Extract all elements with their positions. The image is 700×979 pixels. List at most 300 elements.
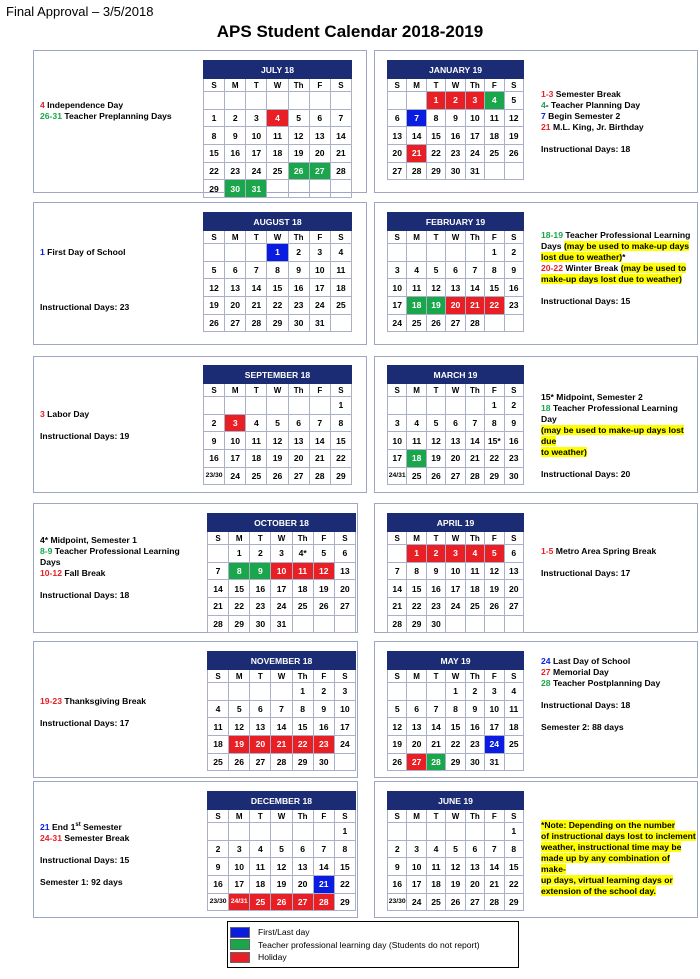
note-line [541,667,696,678]
day-cell: 11 [504,700,523,718]
day-cell: 10 [388,279,407,297]
day-cell: 28 [208,615,229,633]
day-cell: 21 [388,598,407,616]
empty-day-cell [504,162,523,180]
weekday-header: F [485,79,504,92]
note-line [541,469,696,480]
day-cell: 10 [407,858,426,876]
day-cell: 7 [388,562,407,580]
day-cell: 25 [250,893,271,911]
day-cell: 11 [250,858,271,876]
day-cell: 29 [426,162,445,180]
note-text: 24-31 [40,832,62,843]
day-cell: 20 [250,736,271,754]
note-text: lost due to weather) [541,252,623,262]
day-cell: 17 [407,876,426,894]
weekday-header: S [208,532,229,545]
day-cell: 14 [407,127,426,145]
legend-swatch-green [230,939,250,950]
weekday-header: S [334,670,355,683]
day-cell: 28 [485,893,504,911]
note-text: 18 [541,403,551,413]
weekday-header: W [446,79,465,92]
weekday-header: W [446,384,465,397]
day-cell: 8 [229,562,250,580]
day-cell: 27 [288,467,309,485]
note-text: Fall Break [61,568,106,578]
note-text: * [622,252,626,262]
day-cell: 8 [330,414,351,432]
day-cell: 1 [334,823,355,841]
day-cell: 20 [446,450,465,468]
day-cell: 3 [246,109,267,127]
weekday-header: W [267,231,288,244]
day-cell: 28 [271,753,292,771]
notes-february-19 [541,230,696,307]
day-cell: 8 [334,840,355,858]
empty-day-cell [330,314,351,332]
day-cell: 8 [485,261,504,279]
note-text: 18-19 [541,230,563,240]
day-cell: 13 [446,279,465,297]
note-text: 4 [40,100,45,110]
month-title: AUGUST 18 [204,213,352,231]
note-spacer [40,291,195,302]
day-cell: 14 [465,279,484,297]
note-text: End 1 [49,821,76,832]
calendar-july-18 [203,60,352,198]
empty-day-cell [446,397,465,415]
note-spacer [541,711,696,722]
note-text: 4* Midpoint, Semester 1 [40,535,137,545]
day-cell: 27 [407,753,426,771]
note-spacer [541,285,696,296]
day-cell: 15 [485,279,504,297]
note-line [541,100,696,111]
note-text: 1-3 [541,89,554,99]
day-cell: 5 [267,414,288,432]
day-cell: 6 [465,840,484,858]
day-cell: 11 [292,562,313,580]
weekday-header: F [485,810,504,823]
empty-day-cell [426,244,445,262]
note-line [40,833,200,844]
day-cell: 16 [446,127,465,145]
day-cell: 26 [267,467,288,485]
day-cell: 13 [309,127,330,145]
day-cell: 15 [204,145,225,163]
day-cell: 17 [446,580,465,598]
day-cell: 6 [504,545,523,563]
day-cell: 12 [426,432,445,450]
weekday-header: S [204,384,225,397]
empty-day-cell [465,823,484,841]
day-cell: 24/31 [229,893,250,911]
day-cell: 13 [334,562,355,580]
empty-day-cell [309,92,330,110]
day-cell: 18 [330,279,351,297]
empty-day-cell [407,823,426,841]
day-cell: 30 [225,180,246,198]
weekday-header: Th [288,79,309,92]
note-text: Independence Day [44,100,124,110]
note-text: 1-5 [541,546,554,556]
note-text: Semester Break [61,832,130,843]
notes-december-18 [40,820,200,888]
note-text: 28 [541,678,551,688]
day-cell: 20 [309,145,330,163]
empty-day-cell [208,823,229,841]
empty-day-cell [267,180,288,198]
day-cell: 13 [407,718,426,736]
note-text: Instructional Days: 17 [40,718,130,728]
note-text: 10-12 [40,568,62,578]
note-text: Instructional Days: 18 [40,590,130,600]
day-cell: 11 [407,432,426,450]
day-cell: 12 [313,562,334,580]
month-title: JUNE 19 [388,792,524,810]
day-cell: 2 [225,109,246,127]
day-cell: 26 [229,753,250,771]
empty-day-cell [225,92,246,110]
calendar-september-18 [203,365,352,485]
day-cell: 27 [504,598,523,616]
day-cell: 7 [309,414,330,432]
day-cell: 3 [334,683,355,701]
note-line [541,700,696,711]
day-cell: 1 [267,244,288,262]
day-cell: 13 [388,127,407,145]
note-text: Instructional Days: 20 [541,469,631,479]
day-cell: 27 [309,162,330,180]
legend-label: Teacher professional learning day (Students do not report) [258,939,480,950]
day-cell: 30 [250,615,271,633]
day-cell: 20 [292,876,313,894]
day-cell: 28 [465,467,484,485]
note-text: 24 [541,656,551,666]
day-cell: 16 [313,718,334,736]
note-text: 4 [541,100,546,110]
day-cell: 2 [250,545,271,563]
day-cell: 2 [313,683,334,701]
day-cell: 2 [388,840,407,858]
weekday-header: T [250,810,271,823]
note-line [541,447,696,458]
empty-day-cell [292,615,313,633]
day-cell: 28 [330,162,351,180]
day-cell: 22 [426,145,445,163]
day-cell: 30 [288,314,309,332]
day-cell: 14 [426,718,445,736]
day-cell: 4 [250,840,271,858]
weekday-header: S [388,79,407,92]
note-spacer [40,269,195,280]
notes-january-19 [541,89,696,155]
note-spacer [40,707,195,718]
note-line [541,89,696,100]
day-cell: 1 [485,244,504,262]
weekday-header: S [334,532,355,545]
weekday-header: S [504,532,523,545]
weekday-header: S [334,810,355,823]
weekday-header: W [267,79,288,92]
day-cell: 25 [267,162,288,180]
day-cell: 11 [426,858,445,876]
day-cell: 31 [309,314,330,332]
day-cell: 12 [288,127,309,145]
day-cell: 20 [388,145,407,163]
day-cell: 7 [465,414,484,432]
weekday-header: M [407,532,426,545]
note-line [541,111,696,122]
day-cell: 8 [485,414,504,432]
legend-item-first-last [230,926,518,939]
day-cell: 28 [388,615,407,633]
day-cell: 27 [388,162,407,180]
day-cell: 27 [465,893,484,911]
weekday-header: T [250,670,271,683]
day-cell: 3 [271,545,292,563]
day-cell: 26 [271,893,292,911]
day-cell: 9 [388,858,407,876]
day-cell: 21 [208,598,229,616]
empty-day-cell [388,823,407,841]
day-cell: 10 [334,700,355,718]
day-cell: 27 [225,314,246,332]
day-cell: 7 [271,700,292,718]
note-spacer [541,689,696,700]
day-cell: 5 [313,545,334,563]
day-cell: 22 [407,598,426,616]
day-cell: 20 [446,297,465,315]
day-cell: 16 [250,580,271,598]
empty-day-cell [225,244,246,262]
day-cell: 26 [288,162,309,180]
month-title: DECEMBER 18 [208,792,356,810]
note-line [541,656,696,667]
day-cell: 7 [426,700,445,718]
weekday-header: F [485,670,504,683]
day-cell: 17 [388,450,407,468]
note-text: Instructional Days: 17 [541,568,631,578]
day-cell: 19 [426,450,445,468]
day-cell: 24 [388,314,407,332]
day-cell: 16 [504,279,523,297]
note-line [541,403,696,425]
empty-day-cell [504,753,523,771]
weekday-header: Th [292,810,313,823]
weekday-header: M [229,810,250,823]
day-cell: 8 [426,109,445,127]
note-text: 20-22 [541,263,563,273]
empty-day-cell [246,92,267,110]
note-text: to weather) [541,447,587,457]
day-cell: 7 [407,109,426,127]
day-cell: 19 [267,450,288,468]
weekday-header: S [388,532,407,545]
day-cell: 23 [504,450,523,468]
notes-november-18 [40,696,195,729]
day-cell: 16 [204,450,225,468]
empty-day-cell [426,683,445,701]
day-cell: 19 [485,580,504,598]
note-spacer [541,557,696,568]
note-text: Instructional Days: 15 [541,296,631,306]
day-cell: 1 [292,683,313,701]
day-cell: 9 [426,562,445,580]
weekday-header: F [309,384,330,397]
day-cell: 28 [465,314,484,332]
weekday-header: S [330,231,351,244]
weekday-header: S [330,384,351,397]
day-cell: 18 [407,450,426,468]
empty-day-cell [407,92,426,110]
day-cell: 5 [426,414,445,432]
empty-day-cell [485,615,504,633]
empty-day-cell [229,683,250,701]
empty-day-cell [229,823,250,841]
day-cell: 24 [246,162,267,180]
weekday-header: F [313,670,334,683]
day-cell: 4 [426,840,445,858]
empty-day-cell [204,244,225,262]
day-cell: 2 [208,840,229,858]
weekday-header: S [204,231,225,244]
note-line [40,557,195,568]
weekday-header: Th [465,79,484,92]
notes-march-19 [541,392,696,480]
note-line [541,842,696,853]
day-cell: 1 [426,92,445,110]
day-cell: 22 [485,450,504,468]
day-cell: 14 [246,279,267,297]
day-cell: 14 [485,858,504,876]
note-line [541,425,696,447]
weekday-header: M [225,79,246,92]
note-line [40,877,200,888]
day-cell: 25 [465,598,484,616]
day-cell: 27 [446,314,465,332]
note-text: Winter Break [562,263,621,273]
day-cell: 21 [465,297,484,315]
day-cell: 3 [225,414,246,432]
page-title: APS Student Calendar 2018-2019 [216,22,484,41]
month-title: FEBRUARY 19 [388,213,524,231]
note-line [40,718,195,729]
day-cell: 24/31 [388,467,407,485]
weekday-header: Th [465,670,484,683]
day-cell: 21 [271,736,292,754]
day-cell: 24 [271,598,292,616]
day-cell: 31 [485,753,504,771]
weekday-header: T [426,384,445,397]
month-title: OCTOBER 18 [208,514,356,532]
month-title: SEPTEMBER 18 [204,366,352,384]
day-cell: 4 [485,92,504,110]
day-cell: 24 [446,598,465,616]
note-text: 1 [40,247,45,257]
weekday-header: Th [288,231,309,244]
empty-day-cell [288,92,309,110]
note-line [541,546,696,557]
day-cell: 21 [313,876,334,894]
day-cell: 22 [204,162,225,180]
empty-day-cell [271,683,292,701]
note-line [40,820,200,833]
note-text: st [75,822,81,828]
day-cell: 25 [426,893,445,911]
day-cell: 16 [504,432,523,450]
day-cell: 4 [504,683,523,701]
day-cell: 18 [465,580,484,598]
empty-day-cell [446,244,465,262]
day-cell: 29 [267,314,288,332]
note-line [541,274,696,285]
day-cell: 19 [388,736,407,754]
weekday-header: S [388,384,407,397]
weekday-header: M [407,670,426,683]
day-cell: 13 [288,432,309,450]
day-cell: 27 [292,893,313,911]
empty-day-cell [407,683,426,701]
day-cell: 30 [446,162,465,180]
day-cell: 29 [485,467,504,485]
day-cell: 11 [330,261,351,279]
day-cell: 6 [407,700,426,718]
day-cell: 15 [446,718,465,736]
note-line [40,100,195,111]
weekday-header: M [225,384,246,397]
weekday-header: S [388,670,407,683]
note-text: (may be used to make-up days lost due [541,425,684,446]
day-cell: 15* [485,432,504,450]
day-cell: 27 [250,753,271,771]
day-cell: 2 [204,414,225,432]
day-cell: 2 [504,244,523,262]
day-cell: 18 [246,450,267,468]
weekday-header: S [388,231,407,244]
empty-day-cell [271,823,292,841]
day-cell: 14 [465,432,484,450]
day-cell: 29 [292,753,313,771]
note-text: Teacher Postplanning Day [550,678,661,688]
day-cell: 9 [504,414,523,432]
weekday-header: F [313,532,334,545]
day-cell: 23 [446,145,465,163]
note-text: Begin Semester 2 [545,111,621,121]
day-cell: 19 [204,297,225,315]
weekday-header: F [313,810,334,823]
day-cell: 6 [446,414,465,432]
note-line [40,546,195,557]
day-cell: 24 [465,145,484,163]
empty-day-cell [334,753,355,771]
day-cell: 26 [446,893,465,911]
calendar-february-19 [387,212,524,332]
weekday-header: S [504,231,523,244]
note-text: up days, virtual learning days or [541,875,673,885]
month-title: JULY 18 [204,61,352,79]
weekday-header: S [504,810,523,823]
day-cell: 26 [504,145,523,163]
day-cell: 3 [465,92,484,110]
day-cell: 8 [292,700,313,718]
weekday-header: W [271,810,292,823]
weekday-header: S [208,810,229,823]
day-cell: 1 [204,109,225,127]
day-cell: 7 [246,261,267,279]
legend-item-holiday [230,951,518,964]
